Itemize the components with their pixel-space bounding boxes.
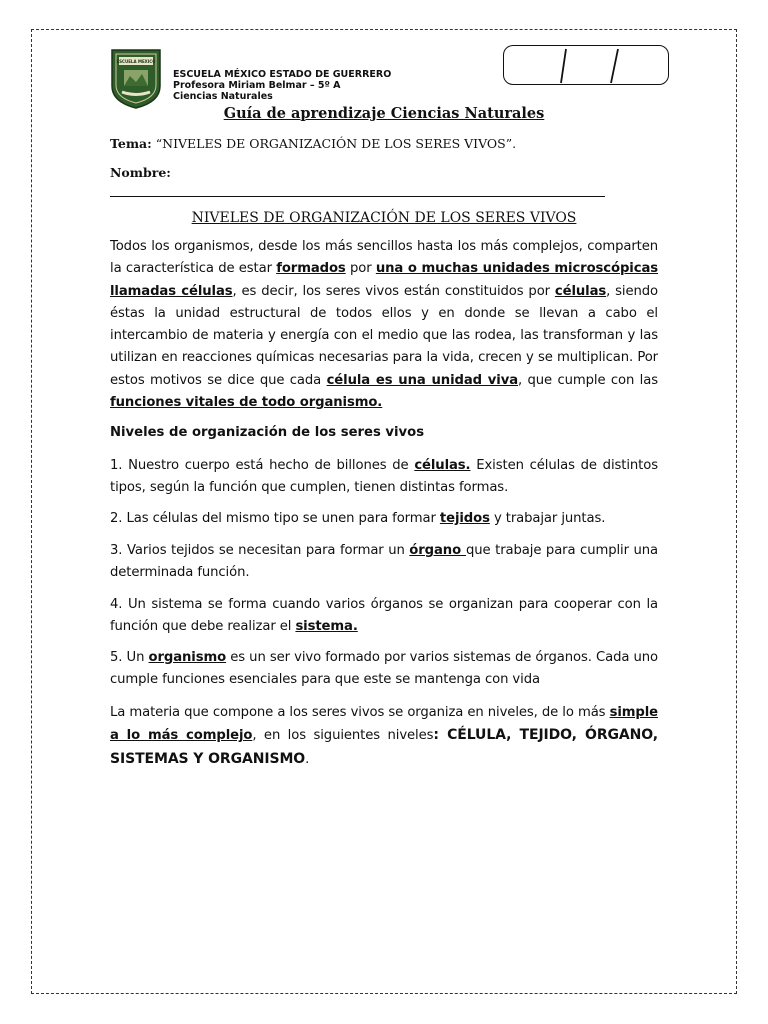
level-keyword: sistema. (295, 619, 358, 635)
level-keyword: tejidos (439, 511, 490, 526)
topic-label: Tema: (110, 136, 152, 151)
intro-keyword: célula es una unidad viva (326, 372, 518, 388)
level-text: 2. Las células del mismo tipo se unen para formar (110, 511, 440, 526)
topic-line (110, 136, 516, 151)
level-text: 4. Un sistema se forma cuando varios órganos se organizan para cooperar con la función que debe realizar el (110, 597, 658, 635)
levels-heading: Niveles de organización de los seres vivos (110, 425, 425, 440)
level-item (110, 647, 658, 692)
date-box (503, 45, 669, 85)
intro-keyword: funciones vitales de todo organismo. (110, 395, 383, 411)
conclusion-text: La materia que compone a los seres vivos se organiza en niveles, de lo más (110, 705, 610, 720)
conclusion-text: . (305, 751, 310, 767)
intro-paragraph (110, 236, 658, 414)
intro-keyword: formados (276, 261, 346, 277)
conclusion-text: , en los siguientes niveles (252, 728, 434, 744)
level-keyword: órgano (409, 543, 467, 558)
level-keyword: organismo (148, 650, 227, 665)
school-name: ESCUELA MÉXICO ESTADO DE GUERRERO (173, 69, 392, 80)
date-separators (504, 46, 670, 86)
teacher-name: Profesora Miriam Belmar – 5º A (173, 80, 341, 91)
intro-text: , siendo éstas la unidad estructural de todos ellos y en donde se llevan a cabo el intercambio de materia y energía con el medio que las rodea, las transforman y las utilizan en reacciones químicas necesarias para la vida, crecen y se multiplican. Por estos motivos se dice que cada (110, 283, 658, 388)
name-line (110, 196, 605, 197)
level-text: que trabaje para cumplir una determinada función. (110, 543, 659, 581)
school-shield-logo (110, 48, 162, 110)
intro-keyword: una o muchas unidades microscópicas llamadas células (110, 261, 658, 299)
intro-text: por (345, 261, 376, 277)
level-item (110, 455, 658, 500)
subject-name: Ciencias Naturales (173, 91, 273, 102)
level-item (110, 594, 658, 639)
name-label: Nombre: (110, 165, 171, 180)
conclusion-paragraph (110, 702, 658, 771)
level-text: 3. Varios tejidos se necesitan para formar un (110, 543, 410, 558)
level-item (110, 508, 658, 530)
page-title: Guía de aprendizaje Ciencias Naturales (223, 105, 545, 122)
intro-text: , es decir, los seres vivos están constituidos por (232, 283, 555, 299)
intro-text: Todos los organismos, desde los más sencillos hasta los más complejos, comparten la característica de estar (110, 239, 658, 277)
section-title: NIVELES DE ORGANIZACIÓN DE LOS SERES VIVOS (191, 210, 577, 226)
level-text: 1. Nuestro cuerpo está hecho de billones de (110, 458, 415, 473)
level-text: es un ser vivo formado por varios sistemas de órganos. Cada uno cumple funciones esenciales para que este se mantenga con vida (110, 650, 658, 688)
intro-keyword: células (554, 283, 607, 299)
svg-text:ESCUELA MEXICO: ESCUELA MEXICO (116, 59, 156, 64)
level-text: 5. Un (110, 650, 149, 665)
school-info (173, 69, 391, 102)
conclusion-levels-list: : CÉLULA, TEJIDO, ÓRGANO, SISTEMAS Y ORGANISMO (110, 727, 658, 767)
topic-value: “NIVELES DE ORGANIZACIÓN DE LOS SERES VIVOS”. (155, 136, 517, 151)
intro-text: , que cumple con las (518, 372, 658, 388)
level-text: y trabajar juntas. (489, 511, 606, 526)
level-keyword: células. (414, 458, 471, 473)
level-item (110, 540, 658, 585)
conclusion-keyword: simple a lo más complejo (110, 705, 658, 744)
level-text: Existen células de distintos tipos, según la función que cumplen, tienen distintas formas. (110, 458, 658, 496)
